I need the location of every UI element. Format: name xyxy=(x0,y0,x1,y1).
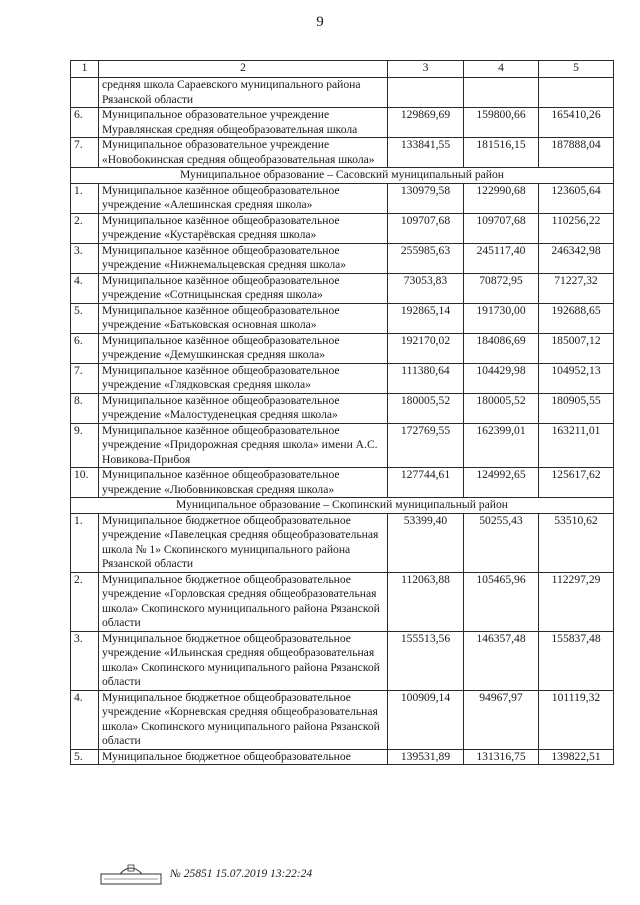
value-col-4: 104429,98 xyxy=(464,363,539,393)
value-col-4: 122990,68 xyxy=(464,183,539,213)
table-row xyxy=(71,213,614,243)
institution-name: Муниципальное образовательное учреждение «Новобокинская средняя общеобразовательная школа» xyxy=(99,138,388,168)
table-row xyxy=(71,572,614,631)
row-number: 3. xyxy=(71,631,99,690)
institution-name: Муниципальное казённое общеобразовательное учреждение «Глядковская средняя школа» xyxy=(99,363,388,393)
value-col-3: 139531,89 xyxy=(388,749,464,765)
value-col-3: 73053,83 xyxy=(388,273,464,303)
institution-name: Муниципальное бюджетное общеобразовательное xyxy=(99,749,388,765)
institution-name: Муниципальное казённое общеобразовательное учреждение «Придорожная средняя школа» имени А.С. Новикова-Прибоя xyxy=(99,423,388,468)
value-col-3: 130979,58 xyxy=(388,183,464,213)
value-col-5: 163211,01 xyxy=(539,423,614,468)
value-col-4: 184086,69 xyxy=(464,333,539,363)
institution-name: Муниципальное казённое общеобразовательное учреждение «Кустарёвская средняя школа» xyxy=(99,213,388,243)
table-row xyxy=(71,690,614,749)
header-col-5: 5 xyxy=(539,61,614,78)
section-row xyxy=(71,168,614,184)
emblem-stamp-icon xyxy=(100,862,162,886)
value-col-4: 131316,75 xyxy=(464,749,539,765)
value-col-3: 155513,56 xyxy=(388,631,464,690)
value-col-5: 187888,04 xyxy=(539,138,614,168)
value-col-5: 123605,64 xyxy=(539,183,614,213)
header-col-2: 2 xyxy=(99,61,388,78)
institution-name: Муниципальное бюджетное общеобразовательное учреждение «Горловская средняя общеобразовательная школа» Скопинского муниципального района Рязанской области xyxy=(99,572,388,631)
value-col-3: 192170,02 xyxy=(388,333,464,363)
row-number: 3. xyxy=(71,243,99,273)
value-col-3: 129869,69 xyxy=(388,108,464,138)
row-number: 10. xyxy=(71,468,99,498)
row-number: 2. xyxy=(71,572,99,631)
value-col-5: 192688,65 xyxy=(539,303,614,333)
value-col-4: 94967,97 xyxy=(464,690,539,749)
table-row xyxy=(71,333,614,363)
table-row xyxy=(71,303,614,333)
row-number: 8. xyxy=(71,393,99,423)
value-col-3: 133841,55 xyxy=(388,138,464,168)
value-col-5 xyxy=(539,78,614,108)
row-number: 9. xyxy=(71,423,99,468)
institution-name: Муниципальное казённое общеобразовательное учреждение «Любовниковская средняя школа» xyxy=(99,468,388,498)
registration-stamp: № 25851 15.07.2019 13:22:24 xyxy=(170,868,313,880)
value-col-3: 53399,40 xyxy=(388,513,464,572)
institution-name: Муниципальное казённое общеобразовательное учреждение «Алешинская средняя школа» xyxy=(99,183,388,213)
value-col-3: 109707,68 xyxy=(388,213,464,243)
row-number: 1. xyxy=(71,513,99,572)
value-col-5: 101119,32 xyxy=(539,690,614,749)
table-row xyxy=(71,243,614,273)
value-col-5: 112297,29 xyxy=(539,572,614,631)
header-col-3: 3 xyxy=(388,61,464,78)
institution-name: Муниципальное казённое общеобразовательное учреждение «Сотницынская средняя школа» xyxy=(99,273,388,303)
value-col-3: 192865,14 xyxy=(388,303,464,333)
row-number xyxy=(71,78,99,108)
value-col-4: 191730,00 xyxy=(464,303,539,333)
table-header-row xyxy=(71,61,614,78)
value-col-5: 165410,26 xyxy=(539,108,614,138)
value-col-5: 155837,48 xyxy=(539,631,614,690)
value-col-5: 110256,22 xyxy=(539,213,614,243)
row-number: 6. xyxy=(71,333,99,363)
row-number: 4. xyxy=(71,273,99,303)
table-row xyxy=(71,363,614,393)
value-col-5: 180905,55 xyxy=(539,393,614,423)
institution-name: Муниципальное казённое общеобразовательное учреждение «Демушкинская средняя школа» xyxy=(99,333,388,363)
value-col-5: 185007,12 xyxy=(539,333,614,363)
institution-name: Муниципальное казённое общеобразовательное учреждение «Малостуденецкая средняя школа» xyxy=(99,393,388,423)
institution-name: Муниципальное бюджетное общеобразовательное учреждение «Корневская средняя общеобразовательная школа» Скопинского муниципального района Рязанской области xyxy=(99,690,388,749)
row-number: 1. xyxy=(71,183,99,213)
header-col-4: 4 xyxy=(464,61,539,78)
table-row xyxy=(71,631,614,690)
value-col-3: 180005,52 xyxy=(388,393,464,423)
table-row xyxy=(71,138,614,168)
value-col-4: 124992,65 xyxy=(464,468,539,498)
value-col-3: 172769,55 xyxy=(388,423,464,468)
budget-table xyxy=(70,60,614,765)
value-col-5: 104952,13 xyxy=(539,363,614,393)
value-col-4: 70872,95 xyxy=(464,273,539,303)
value-col-5: 71227,32 xyxy=(539,273,614,303)
value-col-3: 100909,14 xyxy=(388,690,464,749)
value-col-4: 146357,48 xyxy=(464,631,539,690)
section-row xyxy=(71,498,614,514)
table-row xyxy=(71,78,614,108)
row-number: 5. xyxy=(71,749,99,765)
value-col-5: 139822,51 xyxy=(539,749,614,765)
value-col-3: 112063,88 xyxy=(388,572,464,631)
institution-name: средняя школа Сараевского муниципального района Рязанской области xyxy=(99,78,388,108)
value-col-3: 255985,63 xyxy=(388,243,464,273)
value-col-5: 246342,98 xyxy=(539,243,614,273)
value-col-4: 109707,68 xyxy=(464,213,539,243)
page-number: 9 xyxy=(316,14,324,30)
value-col-4: 162399,01 xyxy=(464,423,539,468)
value-col-5: 125617,62 xyxy=(539,468,614,498)
row-number: 7. xyxy=(71,138,99,168)
header-col-1: 1 xyxy=(71,61,99,78)
institution-name: Муниципальное бюджетное общеобразовательное учреждение «Павелецкая средняя общеобразовательная школа № 1» Скопинского муниципального района Рязанской области xyxy=(99,513,388,572)
row-number: 6. xyxy=(71,108,99,138)
value-col-4: 50255,43 xyxy=(464,513,539,572)
value-col-4 xyxy=(464,78,539,108)
value-col-4: 181516,15 xyxy=(464,138,539,168)
table-row xyxy=(71,108,614,138)
value-col-4: 245117,40 xyxy=(464,243,539,273)
value-col-4: 159800,66 xyxy=(464,108,539,138)
institution-name: Муниципальное казённое общеобразовательное учреждение «Нижнемальцевская средняя школа» xyxy=(99,243,388,273)
table-row xyxy=(71,273,614,303)
table-row xyxy=(71,468,614,498)
value-col-5: 53510,62 xyxy=(539,513,614,572)
institution-name: Муниципальное бюджетное общеобразовательное учреждение «Ильинская средняя общеобразовательная школа» Скопинского муниципального района Рязанской области xyxy=(99,631,388,690)
row-number: 7. xyxy=(71,363,99,393)
value-col-4: 180005,52 xyxy=(464,393,539,423)
table-row xyxy=(71,183,614,213)
section-title: Муниципальное образование – Сасовский муниципальный район xyxy=(71,168,614,184)
institution-name: Муниципальное образовательное учреждение Муравлянская средняя общеобразовательная школа xyxy=(99,108,388,138)
section-title: Муниципальное образование – Скопинский муниципальный район xyxy=(71,498,614,514)
value-col-3: 111380,64 xyxy=(388,363,464,393)
row-number: 2. xyxy=(71,213,99,243)
table-row xyxy=(71,393,614,423)
table-row xyxy=(71,749,614,765)
institution-name: Муниципальное казённое общеобразовательное учреждение «Батьковская основная школа» xyxy=(99,303,388,333)
row-number: 5. xyxy=(71,303,99,333)
value-col-3 xyxy=(388,78,464,108)
table-row xyxy=(71,423,614,468)
value-col-4: 105465,96 xyxy=(464,572,539,631)
table-body xyxy=(71,78,614,765)
value-col-3: 127744,61 xyxy=(388,468,464,498)
row-number: 4. xyxy=(71,690,99,749)
table-row xyxy=(71,513,614,572)
